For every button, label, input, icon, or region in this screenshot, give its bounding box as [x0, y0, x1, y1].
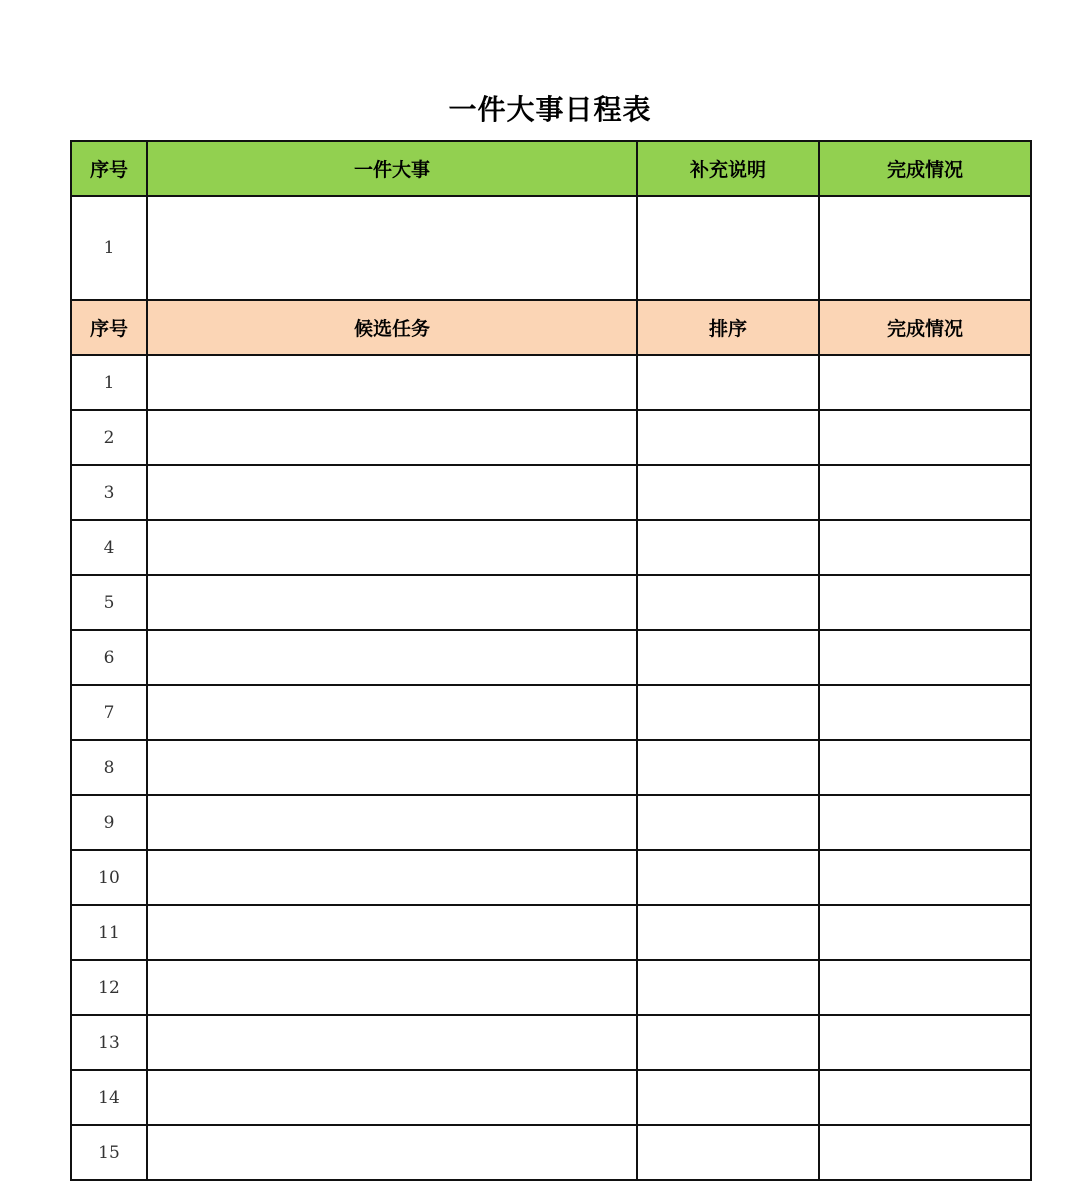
candidate-task-cell[interactable] — [147, 1070, 637, 1125]
status-cell[interactable] — [819, 465, 1031, 520]
rank-cell[interactable] — [637, 960, 819, 1015]
header-status: 完成情况 — [819, 141, 1031, 196]
header-major-task: 一件大事 — [147, 141, 637, 196]
status-cell[interactable] — [819, 575, 1031, 630]
candidate-task-cell[interactable] — [147, 740, 637, 795]
status-cell[interactable] — [819, 850, 1031, 905]
candidate-row — [71, 905, 1031, 960]
rank-cell[interactable] — [637, 520, 819, 575]
status-cell[interactable] — [819, 740, 1031, 795]
header-no: 序号 — [71, 141, 147, 196]
page-title: 一件大事日程表 — [448, 93, 652, 126]
candidate-row — [71, 410, 1031, 465]
candidate-task-cell[interactable] — [147, 1125, 637, 1180]
rank-cell[interactable] — [637, 1070, 819, 1125]
candidate-task-cell[interactable] — [147, 795, 637, 850]
status-cell[interactable] — [819, 196, 1031, 300]
candidate-task-cell[interactable] — [147, 630, 637, 685]
rank-cell[interactable] — [637, 850, 819, 905]
header-note: 补充说明 — [637, 141, 819, 196]
row-number: 7 — [71, 685, 147, 740]
header-candidate-task: 候选任务 — [147, 300, 637, 355]
candidate-row — [71, 1070, 1031, 1125]
rank-cell[interactable] — [637, 905, 819, 960]
row-number: 1 — [71, 196, 147, 300]
rank-cell[interactable] — [637, 740, 819, 795]
row-number: 11 — [71, 905, 147, 960]
row-number: 10 — [71, 850, 147, 905]
candidate-task-cell[interactable] — [147, 575, 637, 630]
candidate-task-cell[interactable] — [147, 685, 637, 740]
candidate-task-cell[interactable] — [147, 905, 637, 960]
rank-cell[interactable] — [637, 355, 819, 410]
rank-cell[interactable] — [637, 1015, 819, 1070]
header-status: 完成情况 — [819, 300, 1031, 355]
row-number: 13 — [71, 1015, 147, 1070]
candidate-task-cell[interactable] — [147, 355, 637, 410]
candidate-row — [71, 960, 1031, 1015]
status-cell[interactable] — [819, 410, 1031, 465]
header-rank: 排序 — [637, 300, 819, 355]
candidate-row — [71, 355, 1031, 410]
candidate-row — [71, 520, 1031, 575]
rank-cell[interactable] — [637, 685, 819, 740]
candidate-task-cell[interactable] — [147, 960, 637, 1015]
candidate-row — [71, 465, 1031, 520]
schedule-table — [70, 140, 1032, 1181]
candidate-row — [71, 1015, 1031, 1070]
row-number: 1 — [71, 355, 147, 410]
row-number: 14 — [71, 1070, 147, 1125]
row-number: 8 — [71, 740, 147, 795]
major-task-cell[interactable] — [147, 196, 637, 300]
status-cell[interactable] — [819, 630, 1031, 685]
candidate-task-cell[interactable] — [147, 1015, 637, 1070]
status-cell[interactable] — [819, 960, 1031, 1015]
candidate-row — [71, 630, 1031, 685]
rank-cell[interactable] — [637, 1125, 819, 1180]
status-cell[interactable] — [819, 795, 1031, 850]
row-number: 9 — [71, 795, 147, 850]
candidate-row — [71, 740, 1031, 795]
status-cell[interactable] — [819, 520, 1031, 575]
header-no: 序号 — [71, 300, 147, 355]
status-cell[interactable] — [819, 1125, 1031, 1180]
status-cell[interactable] — [819, 905, 1031, 960]
rank-cell[interactable] — [637, 795, 819, 850]
candidate-row — [71, 850, 1031, 905]
candidate-row — [71, 1125, 1031, 1180]
candidate-task-cell[interactable] — [147, 410, 637, 465]
rank-cell[interactable] — [637, 410, 819, 465]
main-header-row — [71, 141, 1031, 196]
row-number: 5 — [71, 575, 147, 630]
candidate-row — [71, 685, 1031, 740]
row-number: 15 — [71, 1125, 147, 1180]
row-number: 4 — [71, 520, 147, 575]
candidate-header-row — [71, 300, 1031, 355]
main-task-row — [71, 196, 1031, 300]
rank-cell[interactable] — [637, 575, 819, 630]
candidate-task-cell[interactable] — [147, 465, 637, 520]
candidate-task-cell[interactable] — [147, 850, 637, 905]
rank-cell[interactable] — [637, 630, 819, 685]
candidate-row — [71, 575, 1031, 630]
row-number: 2 — [71, 410, 147, 465]
note-cell[interactable] — [637, 196, 819, 300]
status-cell[interactable] — [819, 1070, 1031, 1125]
status-cell[interactable] — [819, 685, 1031, 740]
row-number: 12 — [71, 960, 147, 1015]
status-cell[interactable] — [819, 355, 1031, 410]
row-number: 6 — [71, 630, 147, 685]
row-number: 3 — [71, 465, 147, 520]
rank-cell[interactable] — [637, 465, 819, 520]
candidate-task-cell[interactable] — [147, 520, 637, 575]
candidate-row — [71, 795, 1031, 850]
status-cell[interactable] — [819, 1015, 1031, 1070]
